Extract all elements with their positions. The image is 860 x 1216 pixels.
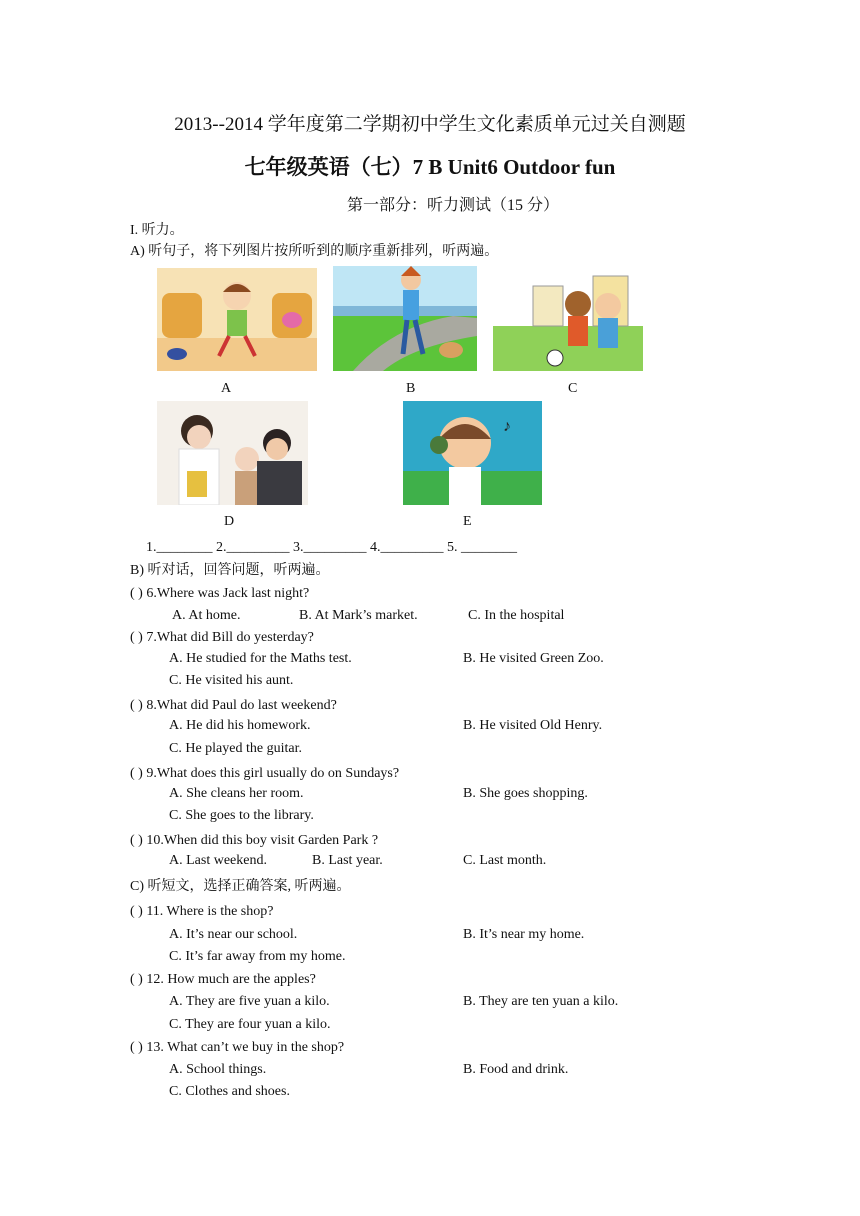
section-heading: 第一部分：听力测试（15 分） [347, 197, 560, 214]
picture-d [157, 401, 308, 505]
option-13b: B. Food and drink. [463, 1062, 569, 1077]
option-10a: A. Last weekend. [169, 853, 267, 868]
picture-label-e: E [463, 514, 472, 529]
picture-label-c: C [568, 381, 578, 396]
option-9a: A. She cleans her room. [169, 786, 304, 801]
question-9: ( ) 9.What does this girl usually do on Sundays? [130, 766, 400, 781]
part-c-instruction: C) 听短文，选择正确答案, 听两遍。 [130, 879, 351, 894]
option-7b: B. He visited Green Zoo. [463, 651, 604, 666]
picture-c [493, 266, 643, 371]
option-13a: A. School things. [169, 1062, 267, 1077]
answer-blanks: 1.________ 2._________ 3._________ 4._________ 5. ________ [146, 540, 517, 555]
option-13c: C. Clothes and shoes. [169, 1084, 290, 1099]
option-6c: C. In the hospital [468, 608, 565, 623]
option-8b: B. He visited Old Henry. [463, 718, 603, 733]
part-a-instruction: A) 听句子，将下列图片按所听到的顺序重新排列，听两遍。 [130, 244, 499, 259]
option-10c: C. Last month. [463, 853, 547, 868]
option-7c: C. He visited his aunt. [169, 673, 294, 688]
option-12b: B. They are ten yuan a kilo. [463, 994, 619, 1009]
picture-b [333, 266, 477, 371]
picture-label-a: A [221, 381, 232, 396]
option-11a: A. It’s near our school. [169, 927, 298, 942]
picture-label-d: D [224, 514, 235, 529]
option-8a: A. He did his homework. [169, 718, 311, 733]
exam-title: 2013--2014 学年度第二学期初中学生文化素质单元过关自测题 [174, 114, 686, 135]
option-8c: C. He played the guitar. [169, 741, 302, 756]
question-11: ( ) 11. Where is the shop? [130, 904, 274, 919]
option-12a: A. They are five yuan a kilo. [169, 994, 330, 1009]
option-12c: C. They are four yuan a kilo. [169, 1017, 331, 1032]
picture-a [157, 268, 317, 371]
part-b-instruction: B) 听对话，回答问题，听两遍。 [130, 563, 330, 578]
option-9b: B. She goes shopping. [463, 786, 588, 801]
question-12: ( ) 12. How much are the apples? [130, 972, 316, 987]
section-title: I. 听力。 [130, 223, 184, 238]
question-6: ( ) 6.Where was Jack last night? [130, 586, 310, 601]
option-6a: A. At home. [172, 608, 241, 623]
option-10b: B. Last year. [312, 853, 383, 868]
unit-title: 七年级英语（七）7 B Unit6 Outdoor fun [244, 155, 616, 179]
svg-text:♪: ♪ [503, 418, 511, 435]
option-7a: A. He studied for the Maths test. [169, 651, 352, 666]
question-8: ( ) 8.What did Paul do last weekend? [130, 698, 337, 713]
option-9c: C. She goes to the library. [169, 808, 314, 823]
option-11c: C. It’s far away from my home. [169, 949, 346, 964]
picture-e [403, 401, 542, 505]
option-11b: B. It’s near my home. [463, 927, 585, 942]
picture-label-b: B [406, 381, 416, 396]
option-6b: B. At Mark’s market. [299, 608, 418, 623]
question-10: ( ) 10.When did this boy visit Garden Park ? [130, 833, 379, 848]
question-13: ( ) 13. What can’t we buy in the shop? [130, 1040, 345, 1055]
question-7: ( ) 7.What did Bill do yesterday? [130, 630, 314, 645]
